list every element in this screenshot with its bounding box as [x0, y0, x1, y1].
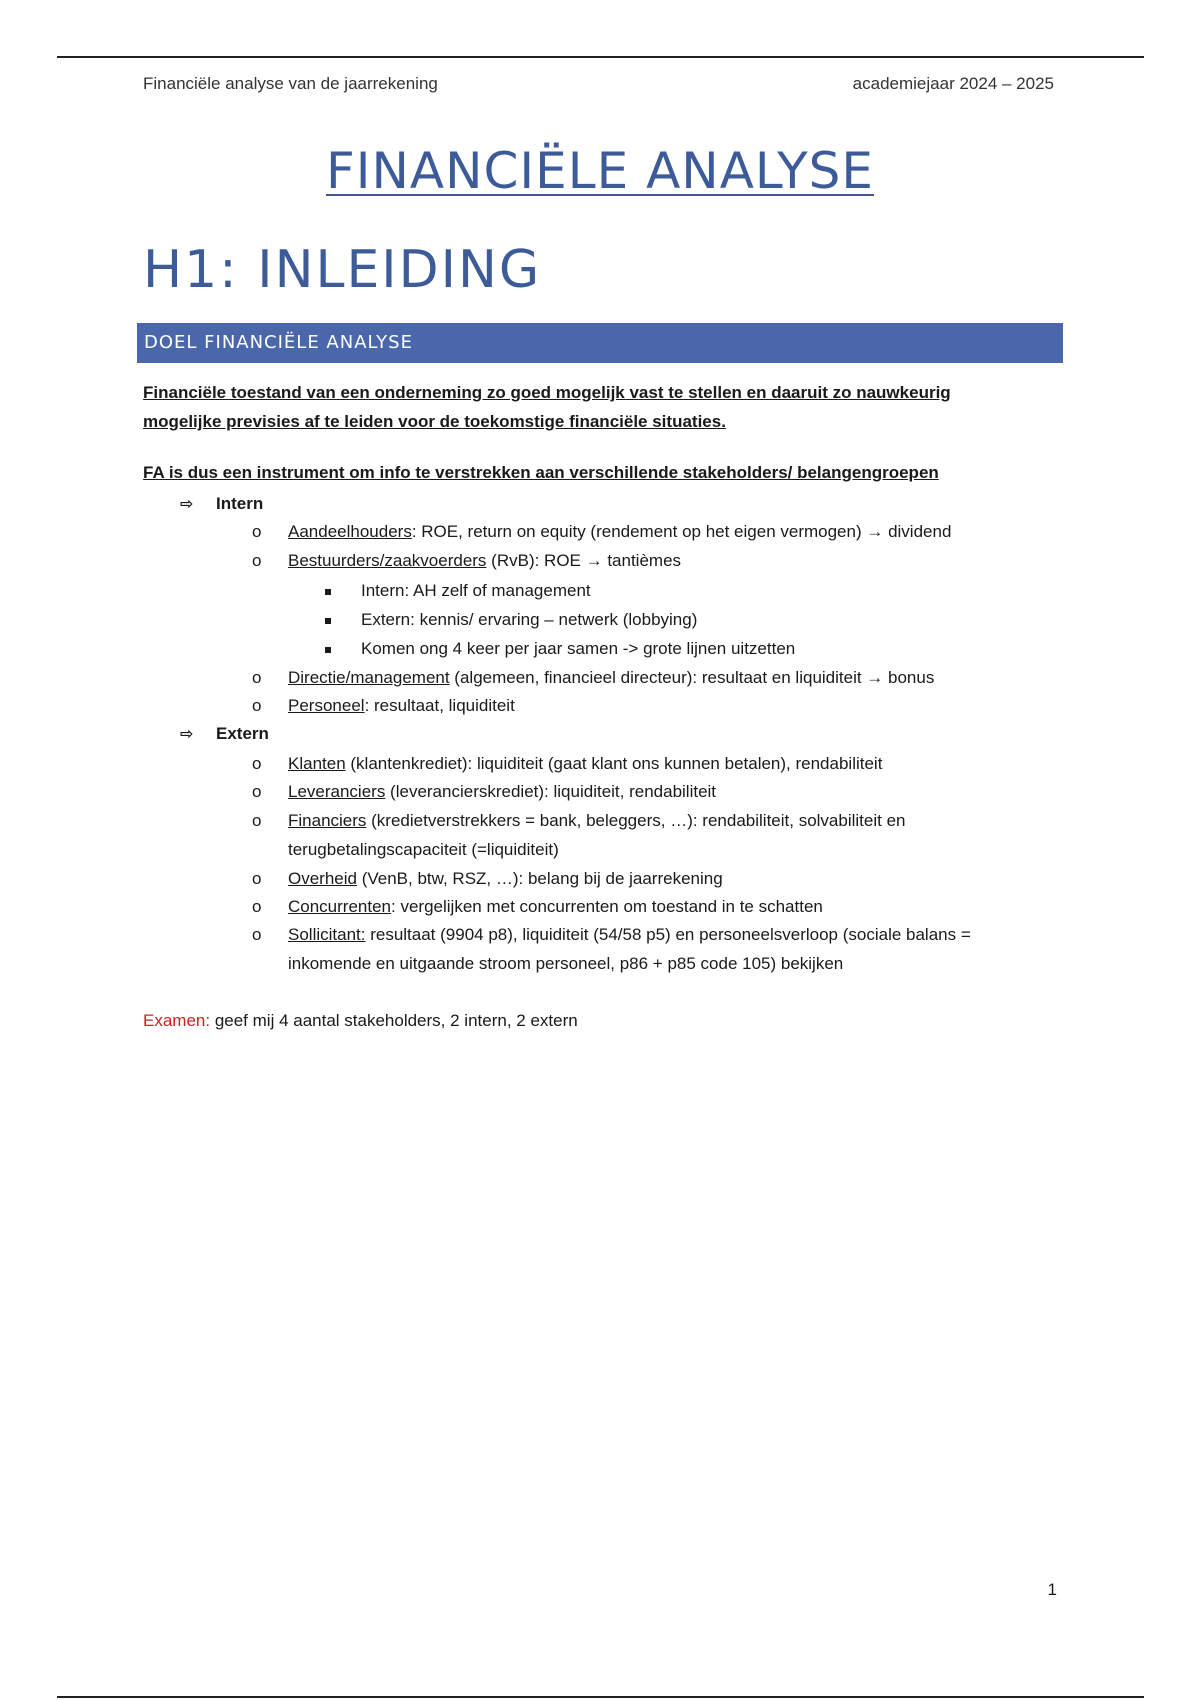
square-bullet-icon [325, 647, 331, 653]
stakeholder-desc: (VenB, btw, RSZ, …): belang bij de jaarrekening [356, 869, 723, 888]
sub-list-item: Intern: AH zelf of management [361, 581, 591, 600]
list-item [288, 778, 716, 806]
list-item [288, 664, 934, 692]
stakeholder-term: Financiers [288, 811, 367, 830]
circle-bullet-icon: o [252, 869, 262, 888]
stakeholder-term: Concurrenten [288, 897, 392, 916]
square-bullet-icon [325, 589, 331, 595]
stakeholder-desc: : ROE, return on equity (rendement op het eigen vermogen) → dividend [411, 522, 952, 541]
list-item [288, 692, 515, 720]
header-doc-title: Financiële analyse van de jaarrekening [143, 74, 438, 93]
list-item [288, 865, 723, 893]
arrow-bullet-icon: ⇨ [180, 496, 194, 513]
intern-label: Intern [216, 494, 264, 513]
stakeholder-desc: (RvB): ROE → tantièmes [486, 551, 682, 570]
circle-bullet-icon: o [252, 696, 262, 715]
exam-label: Examen: [143, 1011, 211, 1030]
stakeholder-term: Bestuurders/zaakvoerders [288, 551, 487, 570]
section-heading-bar: DOEL FINANCIËLE ANALYSE [137, 323, 1063, 363]
square-bullet-icon [325, 618, 331, 624]
stakeholder-term: Leveranciers [288, 782, 386, 801]
stakeholder-term: Klanten [288, 754, 346, 773]
extern-label: Extern [216, 724, 269, 743]
list-item [288, 893, 823, 921]
stakeholder-desc: (leverancierskrediet): liquiditeit, rendabiliteit [385, 782, 717, 801]
chapter-title: H1: INLEIDING [143, 240, 542, 300]
circle-bullet-icon: o [252, 551, 262, 570]
list-item [288, 750, 882, 778]
header-academic-year: academiejaar 2024 – 2025 [852, 74, 1054, 93]
list-item-continuation: terugbetalingscapaciteit (=liquiditeit) [288, 840, 559, 859]
sub-list-item: Extern: kennis/ ervaring – netwerk (lobbying) [361, 610, 698, 629]
arrow-bullet-icon: ⇨ [180, 726, 194, 743]
fa-statement: FA is dus een instrument om info te verstrekken aan verschillende stakeholders/ belangengroepen [143, 463, 939, 482]
stakeholder-desc: (algemeen, financieel directeur): resultaat en liquiditeit → bonus [449, 668, 935, 687]
exam-text: geef mij 4 aantal stakeholders, 2 intern, 2 extern [210, 1011, 578, 1030]
stakeholder-term: Aandeelhouders [288, 522, 412, 541]
stakeholder-desc: (klantenkrediet): liquiditeit (gaat klant ons kunnen betalen), rendabiliteit [345, 754, 883, 773]
page-number: 1 [1047, 1580, 1057, 1599]
stakeholder-desc: resultaat (9904 p8), liquiditeit (54/58 p5) en personeelsverloop (sociale balans = [365, 925, 971, 944]
list-item [288, 921, 971, 949]
circle-bullet-icon: o [252, 782, 262, 801]
circle-bullet-icon: o [252, 925, 262, 944]
document-title [0, 142, 1200, 200]
document-title-text: FINANCIËLE ANALYSE [325, 142, 874, 200]
stakeholder-term: Personeel [288, 696, 365, 715]
stakeholder-term: Sollicitant: [288, 925, 366, 944]
list-item [288, 807, 905, 835]
circle-bullet-icon: o [252, 811, 262, 830]
circle-bullet-icon: o [252, 668, 262, 687]
circle-bullet-icon: o [252, 897, 262, 916]
circle-bullet-icon: o [252, 754, 262, 773]
list-item [288, 518, 951, 546]
exam-note [143, 1007, 578, 1035]
stakeholder-term: Overheid [288, 869, 357, 888]
list-item-continuation: inkomende en uitgaande stroom personeel, p86 + p85 code 105) bekijken [288, 954, 844, 973]
stakeholder-desc: : resultaat, liquiditeit [364, 696, 515, 715]
sub-list-item: Komen ong 4 keer per jaar samen -> grote lijnen uitzetten [361, 639, 796, 658]
list-item [288, 547, 681, 575]
intro-paragraph: Financiële toestand van een onderneming zo goed mogelijk vast te stellen en daaruit zo nauwkeurig mogelijke previsies af te leiden voor de toekomstige financiële situaties. [143, 383, 951, 431]
header-rule [57, 56, 1144, 58]
stakeholder-term: Directie/management [288, 668, 450, 687]
stakeholder-desc: (kredietverstrekkers = bank, beleggers, …): rendabiliteit, solvabiliteit en [366, 811, 906, 830]
circle-bullet-icon: o [252, 522, 262, 541]
footer-rule [57, 1696, 1144, 1698]
stakeholder-desc: : vergelijken met concurrenten om toestand in te schatten [391, 897, 823, 916]
